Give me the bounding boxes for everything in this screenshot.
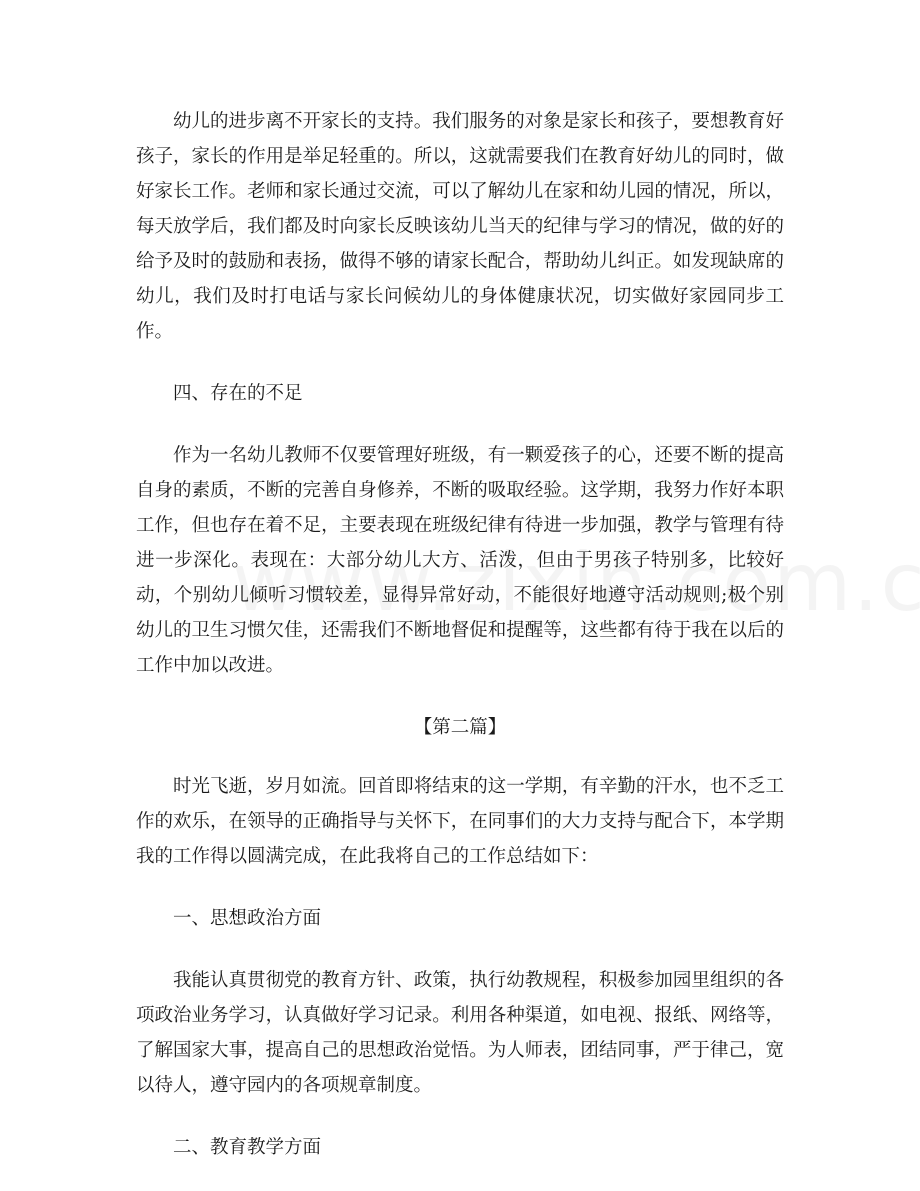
heading-political: 一、思想政治方面	[173, 908, 322, 929]
section-title-part-two: 【第二篇】	[413, 717, 507, 738]
heading-shortcomings: 四、存在的不足	[173, 383, 303, 404]
paragraph-intro: 时光飞逝，岁月如流。回首即将结束的这一学期，有辛勤的汗水，也不乏工作的欢乐，在领导的正确指导与关怀下，在同事们的大力支持与配合下，本学期我的工作得以圆满完成，在此我将自己的工作总结如下：	[136, 776, 784, 867]
document-body	[136, 104, 784, 1165]
heading-teaching: 二、教育教学方面	[173, 1137, 322, 1158]
paragraph-parent-support: 幼儿的进步离不开家长的支持。我们服务的对象是家长和孩子，要想教育好孩子，家长的作用是举足轻重的。所以，这就需要我们在教育好幼儿的同时，做好家长工作。老师和家长通过交流，可以了解幼儿在家和幼儿园的情况，所以，每天放学后，我们都及时向家长反映该幼儿当天的纪律与学习的情况，做的好的给予及时的鼓励和表扬，做得不够的请家长配合，帮助幼儿纠正。如发现缺席的幼儿，我们及时打电话与家长问候幼儿的身体健康状况，切实做好家园同步工作。	[136, 111, 784, 342]
paragraph-political: 我能认真贯彻党的教育方针、政策，执行幼教规程，积极参加园里组织的各项政治业务学习，认真做好学习记录。利用各种渠道，如电视、报纸、网络等，了解国家大事，提高自己的思想政治觉悟。为人师表，团结同事，严于律己，宽以待人，遵守园内的各项规章制度。	[136, 970, 784, 1096]
paragraph-shortcomings: 作为一名幼儿教师不仅要管理好班级，有一颗爱孩子的心，还要不断的提高自身的素质，不断的完善自身修养，不断的吸取经验。这学期，我努力作好本职工作，但也存在着不足，主要表现在班级纪律有待进一步加强，教学与管理有待进一步深化。表现在：大部分幼儿大方、活泼，但由于男孩子特别多，比较好动，个别幼儿倾听习惯较差，显得异常好动，不能很好地遵守活动规则;极个别幼儿的卫生习惯欠佳，还需我们不断地督促和提醒等，这些都有待于我在以后的工作中加以改进。	[136, 445, 784, 676]
